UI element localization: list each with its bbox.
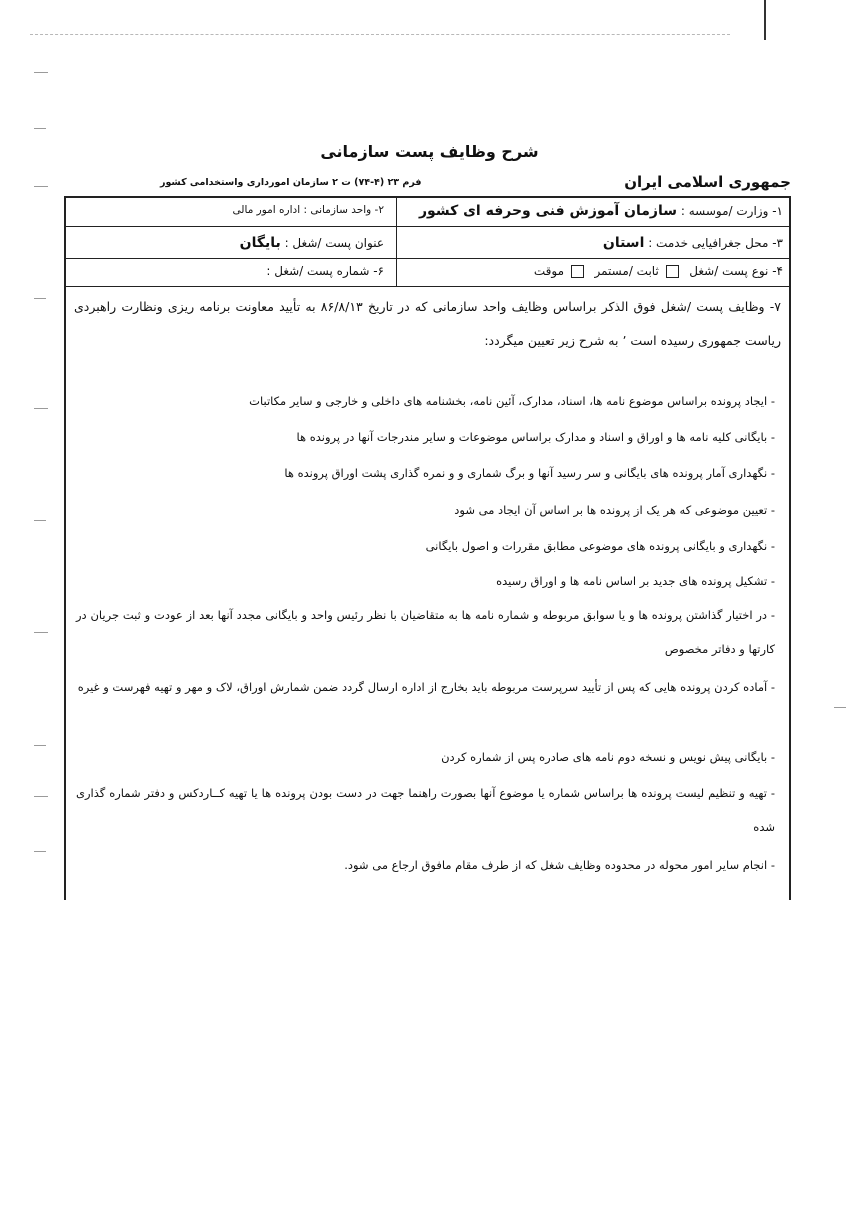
duty-item: - ایجاد پرونده براساس موضوع نامه ها، اسناد، مدارک، آئین نامه، بخشنامه های داخلی و خارجی و سایر مکاتبات — [249, 394, 775, 408]
country-heading: جمهوری اسلامی ایران — [624, 173, 791, 191]
duty-item: - تشکیل پرونده های جدید بر اساس نامه ها و اوراق رسیده — [496, 574, 775, 588]
row-divider — [66, 226, 789, 227]
job-title-cell — [240, 235, 384, 251]
ministry-value: سازمان آموزش فنی وحرفه ای کشور — [419, 203, 678, 219]
row-divider — [66, 258, 789, 259]
scan-dashed-line — [30, 34, 730, 35]
scan-margin-tick — [34, 298, 46, 299]
temporary-checkbox[interactable] — [571, 265, 584, 278]
page-title: شرح وظایف پست سازمانی — [320, 142, 539, 161]
scan-margin-tick — [34, 520, 46, 521]
job-type-label: ۴- نوع پست /شغل — [689, 264, 783, 278]
duty-item: - نگهداری آمار پرونده های بایگانی و سر رسید آنها و برگ شماری و و نمره گذاری پشت اوراق پرونده ها — [284, 466, 775, 480]
scan-margin-tick — [34, 408, 48, 409]
duty-item: - در اختیار گذاشتن پرونده ها و یا سوابق مربوطه و شماره نامه ها به متقاضیان با نظر رئیس واحد و بایگانی مجدد آنها بعد از عودت و ثبت جریان در کارتها و دفاتر مخصوص — [76, 608, 775, 656]
location-label: ۳- محل جغرافیایی خدمت : — [648, 236, 783, 250]
duty-item: - بایگانی پیش نویس و نسخه دوم نامه های صادره پس از شماره کردن — [441, 750, 775, 764]
job-title-value: بایگان — [239, 235, 281, 251]
duties-intro: ۷- وظایف پست /شغل فوق الذکر براساس وظایف واحد سازمانی که در تاریخ ۸۶/۸/۱۳ به تأیید معاونت برنامه ریزی ونظارت راهبردی ریاست جمهوری رسیده است ٬ به شرح زیر تعیین میگردد: — [74, 299, 781, 348]
permanent-checkbox[interactable] — [666, 265, 679, 278]
form-code: فرم ۲۳ (۴-۷۴) ت ۲ سازمان امورداری واستخدامی کشور — [160, 177, 422, 188]
row-divider — [66, 286, 789, 287]
location-cell — [603, 235, 783, 251]
scan-edge-line — [764, 0, 766, 40]
location-value: استان — [602, 235, 645, 251]
scan-margin-tick — [34, 851, 46, 852]
temporary-option-label: موقت — [533, 264, 565, 278]
scan-margin-tick — [34, 72, 48, 73]
duty-item: - تهیه و تنظیم لیست پرونده ها براساس شماره یا موضوع آنها بصورت راهنما جهت در دست بودن پرونده ها یا تهیه کــاردکس و دفتر شماره گذاری شده — [76, 786, 775, 834]
scan-margin-tick — [34, 796, 48, 797]
scan-margin-tick — [34, 186, 48, 187]
permanent-option-label: ثابت /مستمر — [594, 264, 659, 278]
duty-item: - نگهداری و بایگانی پرونده های موضوعی مطابق مقررات و اصول بایگانی — [425, 539, 775, 553]
duty-item: - آماده کردن پرونده هایی که پس از تأیید سرپرست مربوطه باید بخارج از اداره ارسال گردد ضمن شمارش اوراق، لاک و مهر و تهیه فهرست و غیره — [77, 680, 775, 694]
job-title-label: عنوان پست /شغل : — [284, 236, 384, 250]
scan-margin-tick — [834, 707, 846, 708]
duty-item: - تعیین موضوعی که هر یک از پرونده ها بر اساس آن ایجاد می شود — [454, 503, 775, 517]
scan-margin-tick — [34, 632, 48, 633]
scan-margin-tick — [34, 745, 46, 746]
scan-margin-tick — [34, 128, 46, 129]
duty-item: - بایگانی کلیه نامه ها و اوراق و اسناد و مدارک براساس موضوعات و سایر مندرجات آنها در پرونده ها — [296, 430, 775, 444]
ministry-label: ۱- وزارت /موسسه : — [680, 204, 783, 218]
unit-cell: ۲- واحد سازمانی : اداره امور مالی — [232, 204, 384, 216]
ministry-cell — [419, 203, 783, 219]
job-number-cell: ۶- شماره پست /شغل : — [266, 264, 384, 278]
job-description-form — [64, 196, 791, 900]
job-type-cell — [534, 264, 783, 278]
duty-item: - انجام سایر امور محوله در محدوده وظایف شغل که از طرف مقام مافوق ارجاع می شود. — [344, 858, 775, 872]
column-divider — [396, 198, 397, 286]
